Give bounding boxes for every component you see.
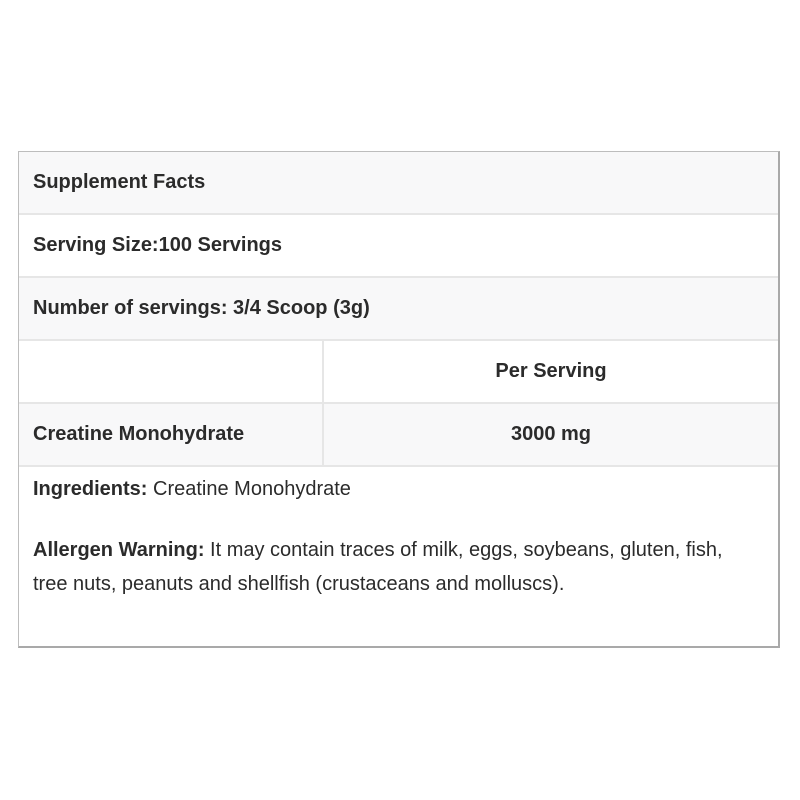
header-per-serving: Per Serving [495,360,607,382]
ingredients-value: Creatine Monohydrate [147,478,351,500]
table-row [19,404,778,467]
table-title: Supplement Facts [33,171,206,193]
supplement-facts-table [18,151,780,648]
ingredients-label: Ingredients: [33,478,148,500]
title-row [19,152,778,215]
servings-row [19,278,778,341]
serving-size: Serving Size:100 Servings [33,234,283,256]
ingredients-text [33,472,758,506]
ingredient-name: Creatine Monohydrate [19,404,324,465]
ingredient-amount: 3000 mg [510,423,592,445]
allergen-label: Allergen Warning: [33,539,205,561]
number-of-servings: Number of servings: 3/4 Scoop (3g) [33,297,370,319]
notes [33,472,758,628]
allergen-value: It may contain traces of milk, eggs, soybeans, gluten, fish, tree nuts, peanuts and shellfish (crustaceans and molluscs). [33,539,723,595]
table-header-row [19,341,778,404]
header-cell-empty [19,341,324,402]
serving-size-row [19,215,778,278]
allergen-text [33,533,758,601]
